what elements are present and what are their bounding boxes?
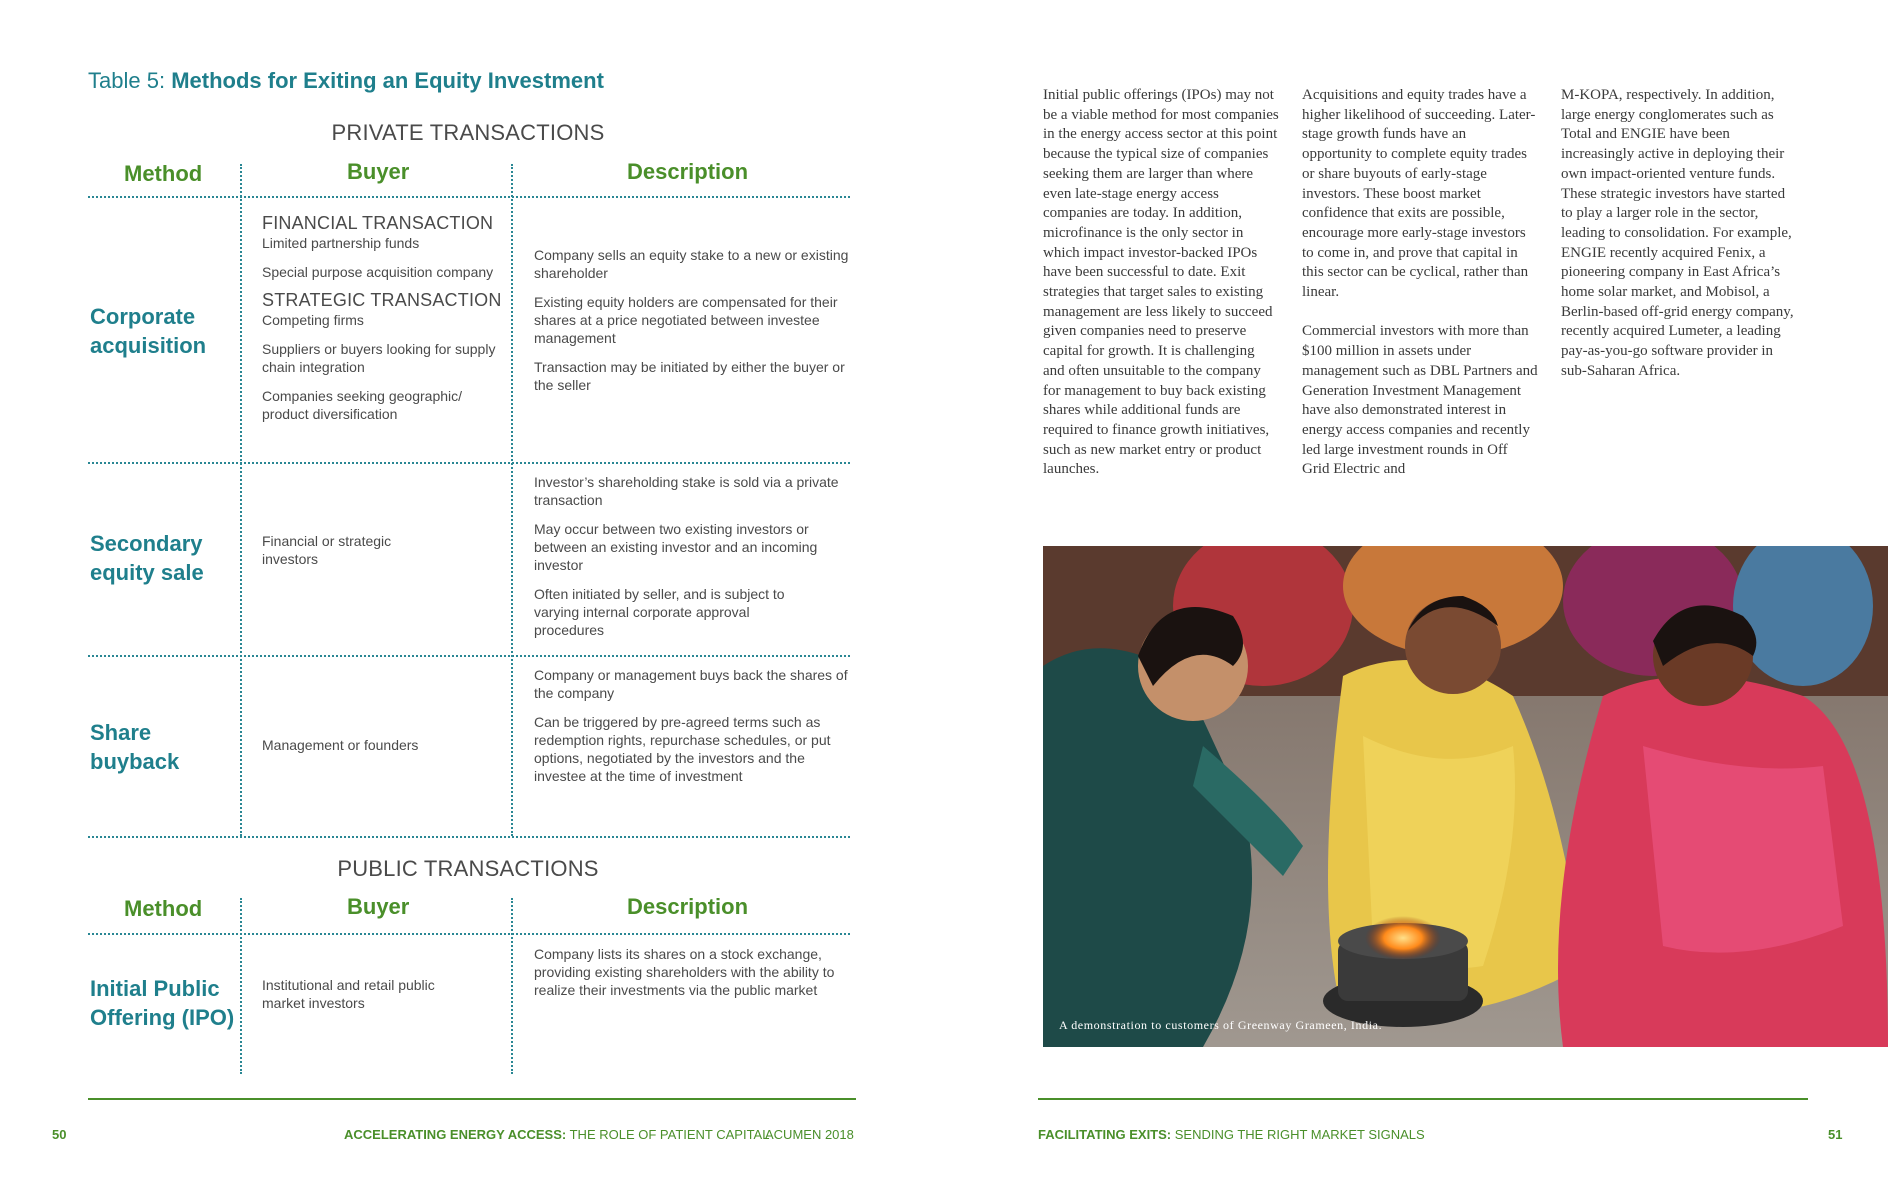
col-head-buyer: Buyer [347,894,410,919]
col-head-buyer: Buyer [347,159,410,184]
description-item: Often initiated by seller, and is subject to varying internal corporate approval procedures [534,586,785,638]
description-corporate-acquisition [534,246,854,405]
right-page [944,0,1888,1180]
method-ipo: Initial Public Offering (IPO) [90,976,235,1030]
description-item: Company sells an equity stake to a new or existing shareholder [534,247,849,281]
col-head-description: Description [627,159,749,184]
private-transactions-heading: PRIVATE TRANSACTIONS [331,120,605,145]
table-title-text: Methods for Exiting an Equity Investment [171,68,604,93]
column-divider [240,898,242,1074]
public-transactions-heading: PUBLIC TRANSACTIONS [337,856,599,881]
column-divider [240,164,242,836]
description-item: Company lists its shares on a stock exchange, providing existing shareholders with the ability to realize their investments via the public market [534,946,835,998]
buyer-group-title: FINANCIAL TRANSACTION [262,213,494,233]
running-footer: ACCELERATING ENERGY ACCESS: THE ROLE OF PATIENT CAPITAL [344,1127,770,1142]
buyer-ipo: Institutional and retail public market investors [262,977,435,1011]
buyer-share-buyback: Management or founders [262,737,419,753]
photo-demonstration [1043,546,1888,1047]
buyer-corporate-acquisition [262,212,510,434]
table-divider [88,836,850,838]
body-column-2 [1302,86,1538,500]
footer-rule [1038,1098,1808,1100]
buyer-secondary-equity-sale: Financial or strategic investors [262,533,392,567]
paragraph: Acquisitions and equity trades have a higher likelihood of succeeding. Later-stage growth funds have an opportunity to complete equity trades or share buyouts of early-stage investors. These boost market confidence that exits are possible, encourage more early-stage investors to come in, and prove that capital in this sector can be cyclical, rather than linear. [1302,87,1536,301]
buyer-item: Competing firms [262,312,364,328]
column-divider [511,164,513,836]
column-divider [511,898,513,1074]
table-divider [88,196,850,198]
running-footer: FACILITATING EXITS: SENDING THE RIGHT MARKET SIGNALS [1038,1127,1425,1142]
paragraph: Commercial investors with more than $100 million in assets under management such as DBL Partners and Generation Investment Management have also demonstrated interest in energy access companies and recently led large investment rounds in Off Grid Electric and [1302,323,1538,478]
method-corporate-acquisition: Corporate acquisition [90,304,207,358]
description-share-buyback [534,666,854,796]
col-head-method: Method [124,161,203,186]
body-column-3 [1561,86,1797,401]
col-head-method: Method [124,896,203,921]
page-number: 50 [52,1127,67,1142]
paragraph: Initial public offerings (IPOs) may not be a viable method for most companies in the energy access sector at this point because the typical size of companies seeking them are larger than where even late-stage energy access companies are today. In addition, microfinance is the only sector in which impact investor-backed IPOs have been successful to date. Exit strategies that target sales to existing management are less likely to succeed given companies need to preserve capital for growth. It is challenging and often unsuitable to the company for management to buy back existing shares while additional funds are required to finance growth initiatives, such as new market entry or product launches. [1043,87,1279,478]
buyer-item: Suppliers or buyers looking for supply chain integration [262,341,496,375]
description-item: Can be triggered by pre-agreed terms such as redemption rights, repurchase schedules, or put options, negotiated by the investors and the investee at the time of investment [534,714,831,784]
description-item: Transaction may be initiated by either the buyer or the seller [534,359,845,393]
description-secondary-equity-sale [534,473,854,650]
description-item: May occur between two existing investors or between an existing investor and an incoming investor [534,521,818,573]
page-number: 51 [1828,1127,1843,1142]
table-title [88,68,604,94]
description-item: Investor’s shareholding stake is sold via a private transaction [534,474,839,508]
buyer-item: Limited partnership funds [262,235,420,251]
table-divider [88,655,850,657]
photo-illustration [1043,546,1888,1047]
buyer-item: Companies seeking geographic/ product diversification [262,388,463,422]
col-head-description: Description [627,894,749,919]
table-divider [88,462,850,464]
buyer-item: Special purpose acquisition company [262,264,494,280]
description-item: Existing equity holders are compensated for their shares at a price negotiated between investee management [534,294,838,346]
table-title-prefix: Table 5: [88,68,166,93]
footer-rule [88,1098,856,1100]
photo-caption: A demonstration to customers of Greenway Grameen, India. [1059,1018,1383,1032]
table-divider [88,933,850,935]
body-column-1 [1043,86,1279,500]
method-secondary-equity-sale: Secondary equity sale [90,531,204,585]
buyer-group-title: STRATEGIC TRANSACTION [262,290,502,310]
paragraph: M-KOPA, respectively. In addition, large energy conglomerates such as Total and ENGIE have been increasingly active in deploying their own impact-oriented venture funds. These strategic investors have started to play a larger role in the sector, leading to consolidation. For example, ENGIE recently acquired Fenix, a pioneering company in East Africa’s home solar market, and Mobisol, a Berlin-based off-grid energy company, recently acquired Lumeter, a leading pay-as-you-go software provider in sub-Saharan Africa. [1561,87,1794,379]
method-share-buyback: Share buyback [90,720,180,774]
description-ipo [534,945,854,1010]
description-item: Company or management buys back the shares of the company [534,667,848,701]
publisher-footer: ACUMEN 2018 [765,1127,854,1142]
